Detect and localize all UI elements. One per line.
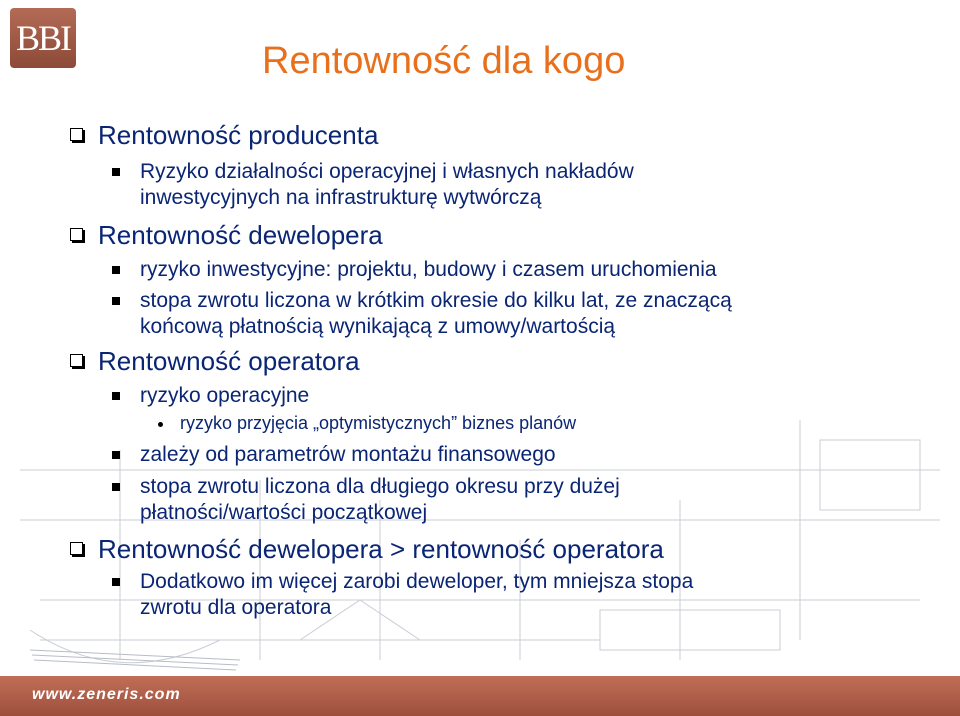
company-logo: BBI [10, 8, 76, 68]
bullet-icon [112, 578, 120, 586]
list-item-line: stopa zwrotu liczona w krótkim okresie do kilku lat, ze znaczącą [140, 289, 732, 312]
section-heading-producer: Rentowność producenta [98, 120, 379, 150]
section-heading-comparison: Rentowność dewelopera > rentowność operatora [98, 534, 664, 564]
square-bullet-icon [70, 128, 83, 141]
footer-bar [0, 676, 960, 716]
bullet-icon [112, 266, 120, 274]
square-bullet-icon [70, 542, 83, 555]
bullet-icon [112, 483, 120, 491]
list-item-line: Dodatkowo im więcej zarobi deweloper, tym mniejsza stopa [140, 570, 694, 593]
bullet-icon [112, 451, 120, 459]
bullet-icon [112, 392, 120, 400]
list-item-line: Ryzyko działalności operacyjnej i własnych nakładów [140, 160, 634, 183]
section-heading-developer: Rentowność dewelopera [98, 220, 383, 250]
list-item-line: płatności/wartości początkowej [140, 501, 428, 524]
sub-list-item: ryzyko przyjęcia „optymistycznych” biznes planów [180, 413, 577, 433]
footer-url: www.zeneris.com [32, 686, 181, 703]
list-item-line: stopa zwrotu liczona dla długiego okresu przy dużej [140, 475, 620, 498]
dot-bullet-icon [158, 422, 163, 427]
bullet-icon [112, 297, 120, 305]
square-bullet-icon [70, 228, 83, 241]
list-item-line: ryzyko inwestycyjne: projektu, budowy i czasem uruchomienia [140, 258, 717, 281]
bullet-icon [112, 168, 120, 176]
list-item-line: zależy od parametrów montażu finansowego [140, 443, 556, 466]
square-bullet-icon [70, 354, 83, 367]
list-item-line: końcową płatnością wynikającą z umowy/wartością [140, 315, 616, 338]
section-heading-operator: Rentowność operatora [98, 346, 360, 376]
list-item-line: zwrotu dla operatora [140, 596, 332, 619]
list-item-line: inwestycyjnych na infrastrukturę wytwórczą [140, 186, 542, 209]
slide-title: Rentowność dla kogo [262, 40, 626, 82]
list-item-line: ryzyko operacyjne [140, 384, 310, 407]
